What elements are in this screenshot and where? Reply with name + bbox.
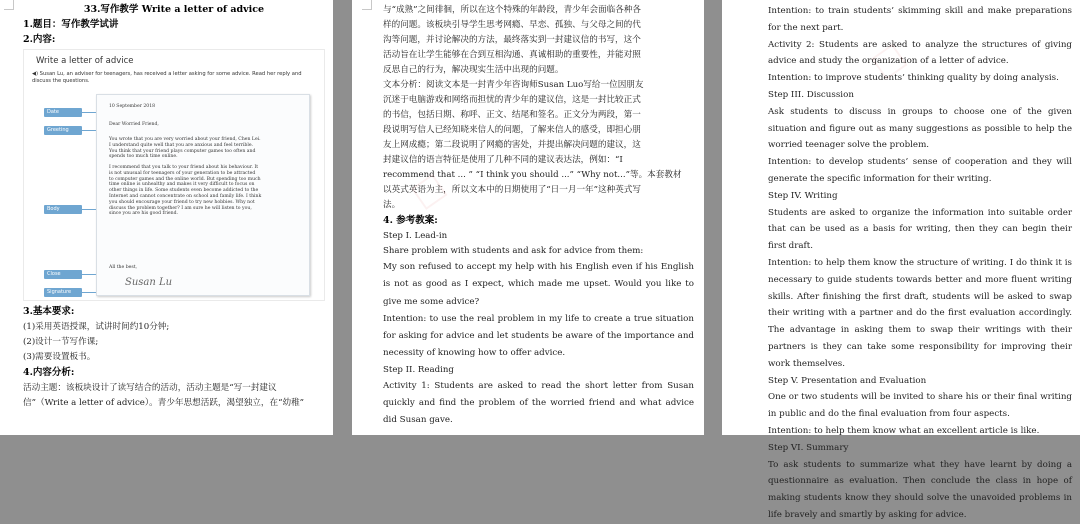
paragraph: My son refused to accept my help with his English even if his English is not as good as I expect, which made me upset. Would you like to give me some advice? xyxy=(383,262,694,307)
requirement-3: (3)需要设置板书。 xyxy=(23,352,96,362)
document-page-2 xyxy=(352,0,704,435)
letter-date: 10 September 2018 xyxy=(109,104,156,109)
section-heading-2: 2.内容: xyxy=(23,34,56,45)
step-heading: Step IV. Writing xyxy=(768,190,838,201)
section-heading-4: 4.内容分析: xyxy=(23,367,75,378)
body-line-1: 与“成熟”之间徘徊，所以在这个特殊的年龄段，青少年会面临各种各 xyxy=(383,5,642,15)
label-body: Body xyxy=(44,205,82,214)
body-line-13: 以英式英语为主，所以文本中的日期使用了“日一月一年”这种英式写 xyxy=(383,185,642,195)
body-line-7: 沉迷于电脑游戏和网络而担忧的青少年的建议信，这是一封比较正式 xyxy=(383,95,641,105)
section-heading-lesson-plan: 4. 参考教案: xyxy=(383,215,438,226)
section-heading-1: 1.题目：写作教学试讲 xyxy=(23,19,119,30)
paragraph: Intention: to train students’ skimming skill and make preparations for the next part. xyxy=(768,6,1072,33)
label-greeting: Greeting xyxy=(44,126,82,135)
document-page-3 xyxy=(722,0,1080,520)
watermark: □ xyxy=(403,164,453,216)
paragraph: Activity 2: Students are asked to analyze the structures of giving advice and study the organization of a letter of advice. xyxy=(768,39,1072,67)
paragraph: Students are asked to organize the information into suitable order that can be used as a basis for writing, then they can begin their first draft. xyxy=(768,207,1072,252)
textbook-heading: Write a letter of advice xyxy=(36,56,134,66)
step-heading: Step I. Lead-in xyxy=(383,231,448,241)
letter-close: All the best, xyxy=(109,265,138,270)
analysis-line-2: 信”（Write a letter of advice）。青少年思想活跃，渴望独立，在“幼稚” xyxy=(23,398,305,408)
paragraph: Intention: to use the real problem in my life to create a true situation for asking for advice and let students be aware of the importance and necessity of knowing how to offer advice. xyxy=(383,313,694,359)
connector-line xyxy=(82,274,96,275)
body-line-3: 沟等问题，并讨论解决的方法，最终落实到一封建议信的书写，这个 xyxy=(383,35,641,45)
step-text: Share problem with students and ask for advice from them: xyxy=(383,246,644,256)
analysis-line-1: 活动主题：该板块设计了读写结合的活动，活动主题是“写一封建议 xyxy=(23,383,277,393)
watermark: □ xyxy=(863,34,913,86)
label-signature: Signature xyxy=(44,288,82,297)
textbook-intro: ◀) Susan Lu, an adviser for teenagers, has received a letter asking for some advice. Read her reply and discuss the questions. xyxy=(32,71,302,84)
letter-body-para-2: I recommend that you talk to your friend about his behaviour. It is not unusual for teenagers of your generation to be attracted to computer games and the online world. But spending too much time online is unhealthy and makes it very difficult to focus on other things in life. Some students even become addicted to the Internet and cannot concentrate on school and family life. I think you should encourage your friend to try new hobbies. Why not discuss the problem together? I am sure he will listen to you, since you are his good friend. xyxy=(109,165,262,217)
corner-mark xyxy=(362,0,372,10)
body-line-4: 活动旨在让学生能够在合到互相沟通、真诚相助的重要性，并能对照 xyxy=(383,50,641,60)
body-line-6: 文本分析：阅读文本是一封青少年咨询师Susan Luo写给一位因朋友 xyxy=(383,80,644,90)
connector-line xyxy=(82,112,96,113)
connector-line xyxy=(82,209,96,210)
paragraph: Intention: to help them know what an excellent article is like. xyxy=(768,425,1040,436)
label-date: Date xyxy=(44,108,82,117)
body-line-5: 反思自己的行为，解决现实生活中出现的问题。 xyxy=(383,65,564,75)
body-line-10: 友上网成瘾；第二段说明了网瘾的害处，并提出解决问题的建议，这 xyxy=(383,140,641,150)
paragraph: Ask students to discuss in groups to choose one of the given situation and figure out as many suggestions as possible to help the worried teenager solve the problem. xyxy=(768,106,1072,151)
letter-card xyxy=(96,94,310,296)
paragraph: Intention: to improve students’ thinking quality by doing analysis. xyxy=(768,73,1059,84)
body-line-12: recommend that ... ” “I think you should ...” “Why not...”等。本套教材 xyxy=(383,170,682,180)
body-line-8: 的书信，包括日期、称呼、正文、结尾和签名。正文分为两段，第一 xyxy=(383,110,641,120)
speaker-icon: ◀) xyxy=(32,71,39,77)
paragraph: Intention: to help them know the structure of writing. I do think it is necessary to guide students towards better and more fluent writing skills. After finishing the first draft, students will be asked to swap their writing with a partner and do the first evaluation accordingly. The advantage in asking them to swap their writings with their partners is they can take some responsibility for improving their work themselves. xyxy=(768,257,1072,369)
step-heading: Step VI. Summary xyxy=(768,442,849,453)
section-heading-3: 3.基本要求: xyxy=(23,306,75,317)
connector-line xyxy=(82,130,96,131)
corner-mark xyxy=(4,0,14,10)
body-line-14: 法。 xyxy=(383,200,401,210)
label-close: Close xyxy=(44,270,82,279)
textbook-image xyxy=(23,49,325,301)
body-line-9: 段说明写信人已经知晓来信人的问题，了解来信人的感受，即担心朋 xyxy=(383,125,641,135)
page-title: 33.写作教学 Write a letter of advice xyxy=(83,4,265,15)
paragraph: One or two students will be invited to share his or their final writing in public and do the final evaluation from four aspects. xyxy=(768,392,1072,420)
requirement-2: (2)设计一节写作课; xyxy=(23,337,99,347)
letter-signature: Susan Lu xyxy=(125,277,173,288)
step-heading: Step III. Discussion xyxy=(768,89,854,100)
body-line-11: 封建议信的语言特征是使用了几种不同的建议表达法，例如：“I xyxy=(383,155,623,165)
paragraph: Activity 1: Students are asked to read the short letter from Susan quickly and find the problem of the worried friend and what advice did Susan gave. xyxy=(383,380,694,426)
connector-line xyxy=(82,292,96,293)
paragraph: Intention: to develop students’ sense of cooperation and they will generate the specific information for their writing. xyxy=(768,157,1072,184)
letter-greeting: Dear Worried Friend, xyxy=(109,122,159,127)
step-heading: Step V. Presentation and Evaluation xyxy=(768,375,927,386)
requirement-1: (1)采用英语授课，试讲时间约10分钟; xyxy=(23,322,170,332)
document-page-1 xyxy=(0,0,333,435)
body-line-2: 样的问题。该板块引导学生思考网瘾、早恋、孤独、与父母之间的代 xyxy=(383,20,641,30)
paragraph: To ask students to summarize what they have learnt by doing a questionnaire as evaluation. Then conclude the class in hope of making students know they should solve the unavoided problems in life bravely and smartly by asking for advice. xyxy=(768,459,1072,520)
letter-body-para-1: You wrote that you are very worried about your friend, Chen Lei. I understand quite well that you are anxious and feel terrible. You think that your friend plays computer games too often and spends too much time online. xyxy=(109,137,261,160)
step-heading: Step II. Reading xyxy=(383,364,454,375)
